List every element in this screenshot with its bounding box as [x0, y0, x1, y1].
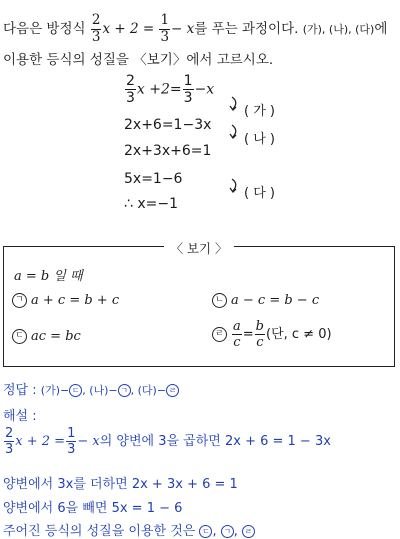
- answer-label: 정답 :: [3, 383, 37, 398]
- fraction: $\frac{2}{3}$: [126, 73, 135, 106]
- circle-mark: ㄹ: [166, 384, 179, 397]
- circle-mark: ㄱ: [12, 293, 27, 308]
- circle-mark: ㄷ: [199, 525, 212, 538]
- question-line1: 다음은 방정식 $\frac{2}{3}$ x + 2 = $\frac{1}{3}$ − x를 푸는 과정이다. (가), (나), (다)에: [3, 12, 388, 45]
- curve-arrow-icon: [228, 178, 242, 194]
- fraction: $\frac{1}{3}$: [67, 426, 76, 457]
- solution-line1: $\frac{2}{3}$ x + 2 = $\frac{1}{3}$ − x의 양변에 3을 곱하면 2x + 6 = 1 − 3x: [5, 426, 331, 457]
- fraction: $\frac{b}{c}$: [255, 319, 264, 350]
- circle-mark: ㄷ: [12, 329, 27, 344]
- step-0: $\frac{2}{3}$ x +2= $\frac{1}{3}$ −x: [126, 73, 215, 106]
- question-line2: 이용한 등식의 성질을 〈보기〉에서 고르시오.: [3, 52, 274, 68]
- fraction: $\frac{1}{3}$: [160, 12, 170, 45]
- circle-mark: ㄱ: [118, 384, 131, 397]
- bogi-item-2: ㄴ a − c = b − c: [212, 293, 319, 308]
- bogi-box: [3, 241, 395, 367]
- arrow-label-ga: ( 가 ): [244, 104, 275, 119]
- arrow-label-na: ( 나 ): [244, 132, 275, 147]
- bogi-item-4: ㄹ $\frac{a}{c}$ = $\frac{b}{c}$ (단, c ≠ 0): [212, 320, 332, 349]
- fraction: $\frac{2}{3}$: [5, 426, 14, 457]
- question-labels: (가), (나), (다): [302, 23, 375, 36]
- circle-mark: ㄱ: [221, 525, 234, 538]
- bogi-item-1: ㄱ a + c = b + c: [12, 293, 119, 308]
- fraction: $\frac{2}{3}$: [91, 12, 101, 45]
- bogi-title: 〈 보기 〉: [4, 238, 394, 257]
- curve-arrow-icon: [228, 96, 242, 112]
- question-suffix: 를 푸는 과정이다.: [194, 21, 299, 37]
- solution-line2: 양변에서 3x를 더하면 2x + 3x + 6 = 1: [3, 477, 238, 492]
- question-prefix: 다음은 방정식: [3, 21, 86, 37]
- bogi-item-3: ㄷ ac = bc: [12, 329, 81, 344]
- curve-arrow-icon: [228, 124, 242, 140]
- fraction: $\frac{a}{c}$: [233, 319, 241, 350]
- step-3: 5x=1−6: [124, 171, 183, 187]
- circle-mark: ㄴ: [212, 293, 227, 308]
- step-4: ∴ x=−1: [124, 196, 179, 212]
- solution-line3: 양변에서 6을 빼면 5x = 1 − 6: [3, 501, 183, 516]
- arrow-label-da: ( 다 ): [244, 186, 275, 201]
- circle-mark: ㄹ: [212, 327, 227, 342]
- circle-mark: ㄷ: [69, 384, 82, 397]
- solution-line4: 주어진 등식의 성질을 이용한 것은 ㄷ , ㄱ , ㄹ: [3, 520, 255, 539]
- step-2: 2x+3x+6=1: [124, 143, 212, 159]
- solution-label: 해설 :: [3, 409, 37, 424]
- answer-line: 정답 : (가)− ㄷ , (나)− ㄱ , (다)− ㄹ: [3, 379, 179, 398]
- circle-mark: ㄹ: [242, 525, 255, 538]
- step-1: 2x+6=1−3x: [124, 117, 212, 133]
- bogi-condition: a = b 일 때: [14, 269, 83, 284]
- fraction: $\frac{1}{3}$: [183, 73, 193, 106]
